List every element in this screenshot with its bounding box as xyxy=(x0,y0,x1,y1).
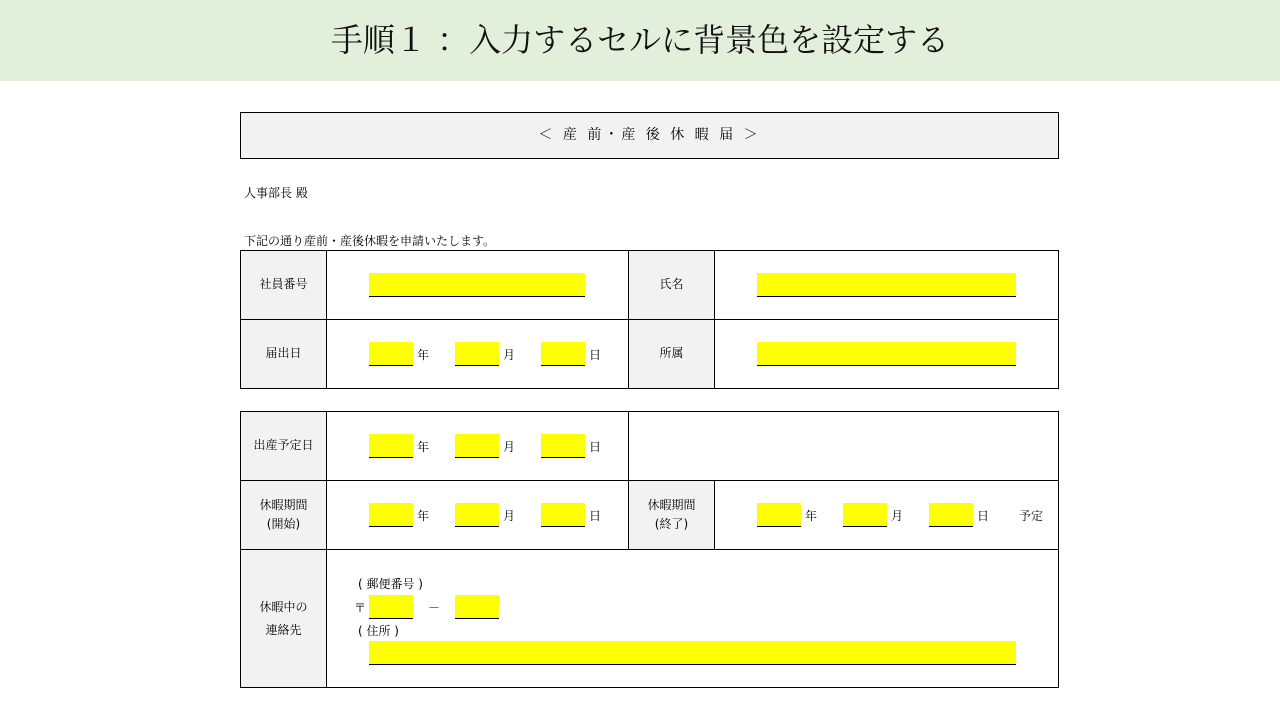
label-due-date: 出産予定日 xyxy=(241,412,326,480)
unit-year: 年 xyxy=(417,509,430,523)
unit-day: 日 xyxy=(977,509,990,523)
form-title: ＜ 産 前・産 後 休 暇 届 ＞ xyxy=(240,112,1059,159)
banner-title: 手順１ ：入力するセルに背景色を設定する xyxy=(330,21,950,59)
end-month-field[interactable] xyxy=(843,503,887,527)
due-day-field[interactable] xyxy=(541,434,585,458)
unit-day: 日 xyxy=(589,348,602,362)
intro-text: 下記の通り産前・産後休暇を申請いたします。 xyxy=(244,234,496,248)
unit-month: 月 xyxy=(503,348,516,362)
column-divider xyxy=(326,411,327,688)
row-divider xyxy=(240,549,1059,550)
label-contact: 休暇中の 連絡先 xyxy=(241,550,326,687)
end-day-field[interactable] xyxy=(929,503,973,527)
label-leave-start: 休暇期間 (開始) xyxy=(241,481,326,549)
row-divider xyxy=(240,319,1059,320)
unit-month: 月 xyxy=(503,440,516,454)
postal-code-second-field[interactable] xyxy=(455,595,499,619)
label-department: 所属 xyxy=(629,320,714,388)
due-year-field[interactable] xyxy=(369,434,413,458)
column-divider xyxy=(714,250,715,389)
unit-day: 日 xyxy=(589,509,602,523)
end-year-field[interactable] xyxy=(757,503,801,527)
start-day-field[interactable] xyxy=(541,503,585,527)
submit-month-field[interactable] xyxy=(455,342,499,366)
label-leave-end: 休暇期間 (終了) xyxy=(629,481,714,549)
unit-year: 年 xyxy=(417,348,430,362)
postal-code-first-field[interactable] xyxy=(369,595,413,619)
start-year-field[interactable] xyxy=(369,503,413,527)
unit-year: 年 xyxy=(805,509,818,523)
unit-planned: 予定 xyxy=(1019,509,1044,523)
postal-code-label: ( 郵便番号 ) xyxy=(358,577,423,591)
name-field[interactable] xyxy=(757,273,1016,297)
column-divider xyxy=(714,480,715,550)
label-name: 氏名 xyxy=(629,251,714,319)
column-divider xyxy=(628,411,629,550)
address-field[interactable] xyxy=(369,641,1016,665)
due-month-field[interactable] xyxy=(455,434,499,458)
row-divider xyxy=(240,480,1059,481)
label-employee-number: 社員番号 xyxy=(241,251,326,319)
address-label: ( 住所 ) xyxy=(358,624,399,638)
start-month-field[interactable] xyxy=(455,503,499,527)
submit-year-field[interactable] xyxy=(369,342,413,366)
unit-year: 年 xyxy=(417,440,430,454)
column-divider xyxy=(326,250,327,389)
label-submit-date: 届出日 xyxy=(241,320,326,388)
unit-day: 日 xyxy=(589,440,602,454)
addressee: 人事部長 殿 xyxy=(244,186,308,200)
column-divider xyxy=(628,250,629,389)
employee-number-field[interactable] xyxy=(369,273,585,297)
unit-month: 月 xyxy=(503,509,516,523)
department-field[interactable] xyxy=(757,342,1016,366)
postal-dash: － xyxy=(428,601,441,615)
unit-month: 月 xyxy=(891,509,904,523)
submit-day-field[interactable] xyxy=(541,342,585,366)
postal-mark-icon: 〒 xyxy=(354,601,367,615)
